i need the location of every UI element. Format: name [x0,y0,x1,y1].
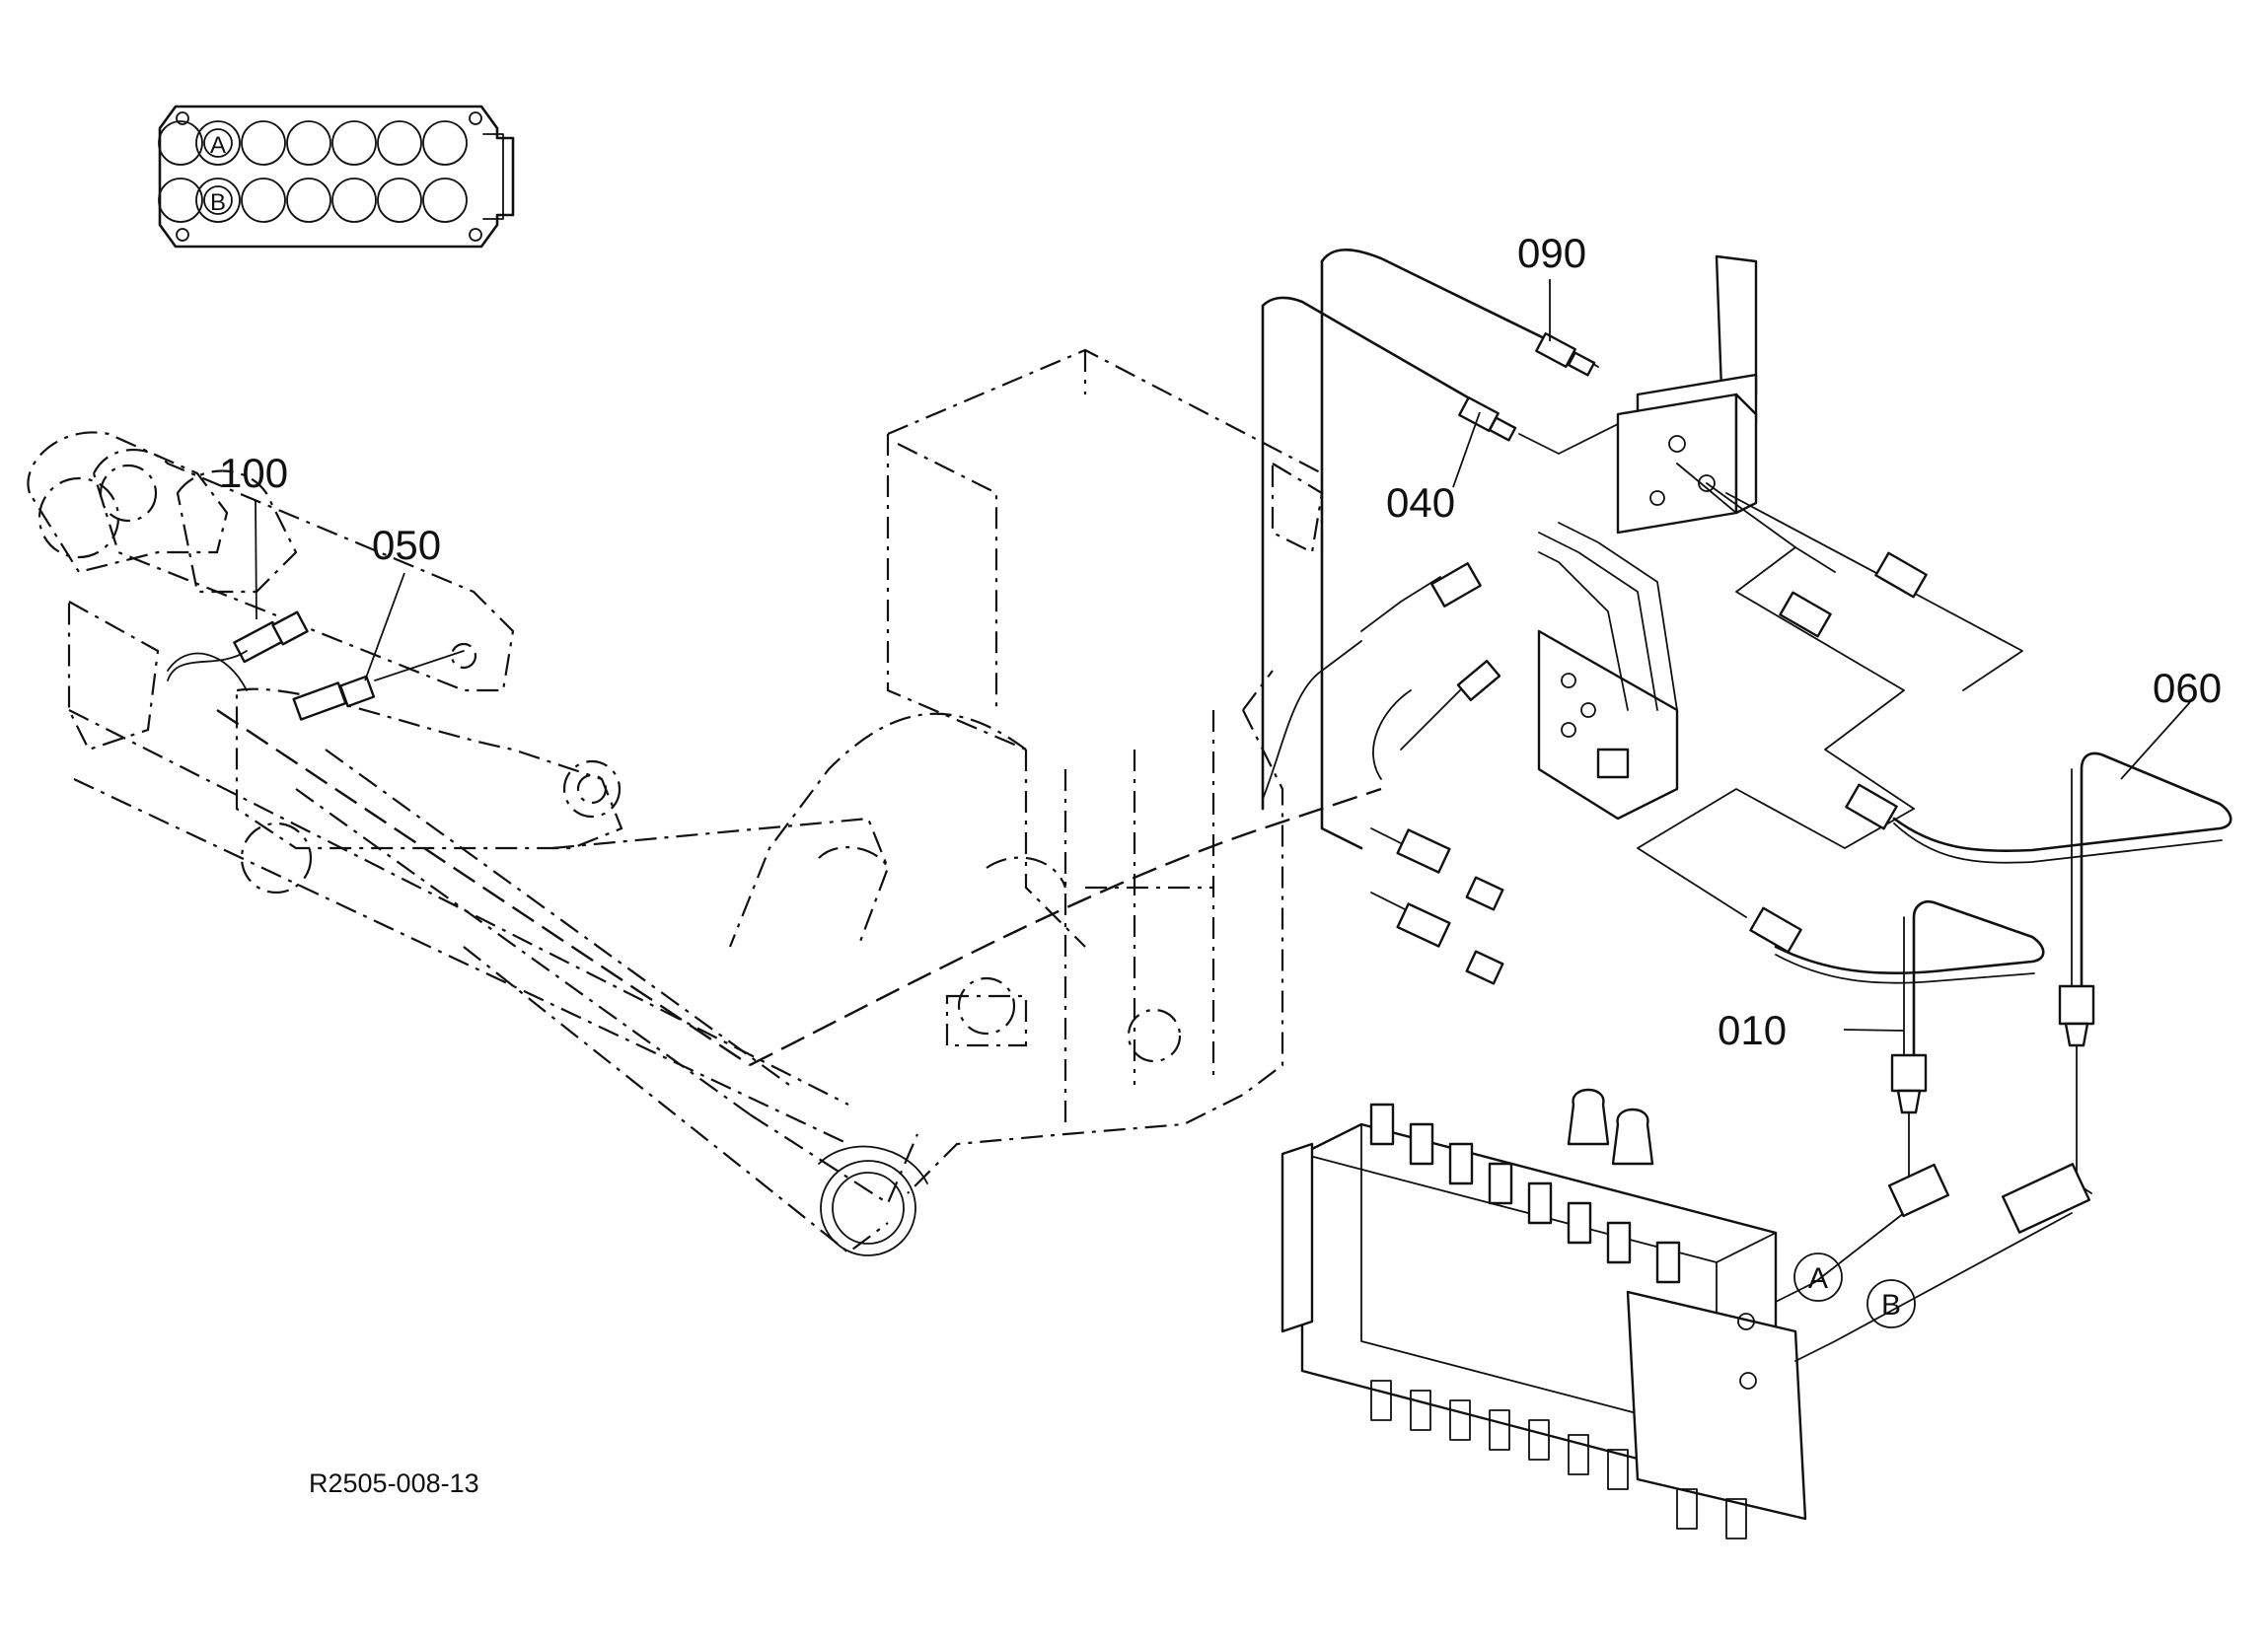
legend-label-a: A [209,132,227,159]
pilot-valve-block [1618,256,1756,533]
pipe-060 [1894,753,2231,1193]
port-marker-a-label: A [1807,1262,1829,1295]
pipe-010 [1776,901,2043,1195]
fitting-050 [294,651,464,720]
callout-040: 040 [1386,479,1456,526]
port-marker-b-label: B [1880,1289,1902,1322]
hose-fittings-middle [1361,523,1677,983]
fitting-100 [168,612,308,680]
swing-frame [730,350,1322,1193]
port-marker-a [1794,1253,1842,1301]
callout-050: 050 [372,522,442,568]
control-valve [1282,1090,2089,1539]
fittings-right [1750,553,1926,953]
callout-090: 090 [1517,230,1587,276]
callout-010: 010 [1718,1007,1788,1053]
callout-100: 100 [219,450,289,496]
port-marker-b [1867,1280,1915,1327]
legend-label-b: B [209,189,227,216]
reference-number: R2505-008-13 [309,1468,479,1498]
connector-legend-block [159,107,513,247]
leaders [256,279,2190,1031]
callout-060: 060 [2153,665,2223,711]
boom-arm-assembly [28,432,927,1255]
